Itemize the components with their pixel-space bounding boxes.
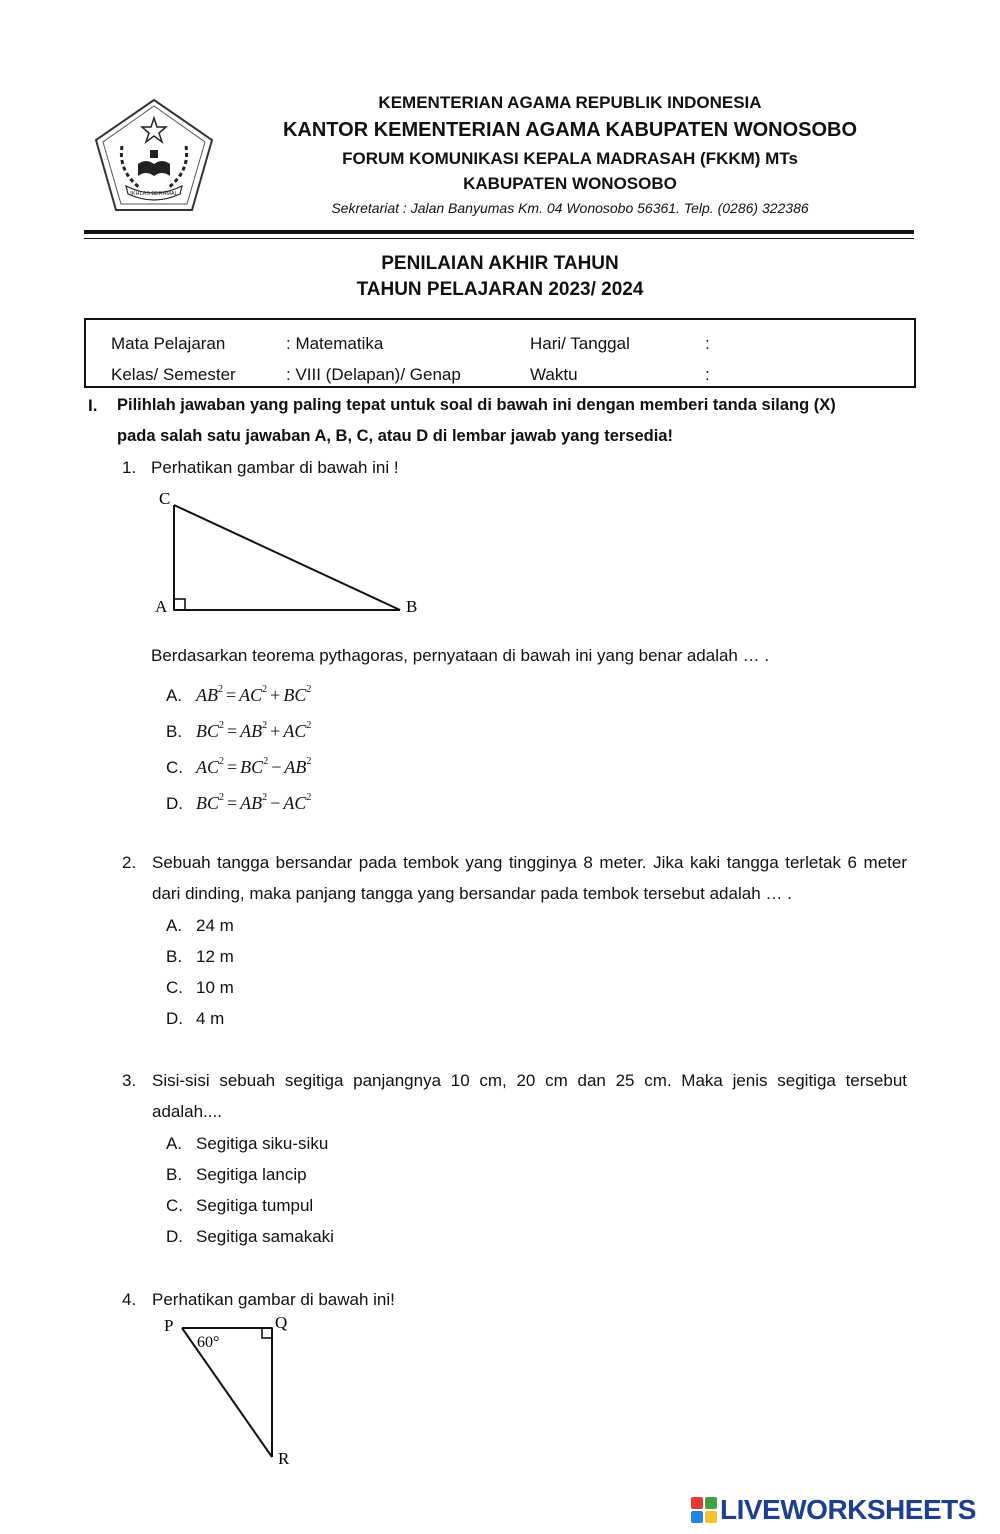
- header-rule-thin: [84, 238, 914, 239]
- question-3-text: Sisi-sisi sebuah segitiga panjangnya 10 cm, 20 cm dan 25 cm. Maka jenis segitiga tersebut adalah....: [152, 1071, 907, 1121]
- subject-value: : Matematika: [286, 334, 384, 353]
- time-label: Waktu: [530, 365, 578, 384]
- vertex-label-r: R: [278, 1449, 290, 1468]
- exponent: 2: [263, 756, 269, 767]
- question-3-option-a[interactable]: [166, 1128, 328, 1159]
- question-1-followup: Berdasarkan teorema pythagoras, pernyataan di bawah ini yang benar adalah … .: [151, 646, 770, 665]
- question-4-number: 4.: [122, 1290, 137, 1309]
- date-value: :: [705, 334, 710, 353]
- option-letter: A.: [166, 916, 183, 935]
- term: AC: [283, 721, 307, 741]
- option-letter: D.: [166, 1227, 183, 1246]
- option-letter: A.: [166, 1134, 183, 1153]
- term: BC: [196, 793, 220, 813]
- question-3-option-c[interactable]: [166, 1190, 313, 1221]
- exam-year: TAHUN PELAJARAN 2023/ 2024: [356, 279, 644, 300]
- liveworksheets-watermark[interactable]: [690, 1494, 990, 1526]
- question-1-option-b[interactable]: [166, 710, 311, 747]
- question-2-text: Sebuah tangga bersandar pada tembok yang tingginya 8 meter. Jika kaki tangga terletak 6 meter dari dinding, maka panjang tangga yang bersandar pada tembok tersebut adalah … .: [152, 853, 907, 903]
- header-rule-thick: [84, 230, 914, 234]
- operator: =: [227, 721, 238, 741]
- option-letter: B.: [166, 947, 183, 966]
- exam-title: PENILAIAN AKHIR TAHUN: [381, 253, 619, 274]
- question-2-option-c[interactable]: [166, 972, 234, 1003]
- question-2-option-a[interactable]: [166, 910, 234, 941]
- question-3-number: 3.: [122, 1071, 137, 1090]
- time-value: :: [705, 365, 710, 384]
- liveworksheets-logo-icon: [690, 1496, 718, 1524]
- option-text: 12 m: [196, 947, 234, 966]
- vertex-label-c: C: [159, 489, 171, 508]
- question-1-number: 1.: [122, 458, 137, 477]
- vertex-label-a: A: [155, 597, 168, 616]
- exponent: 2: [219, 792, 225, 803]
- option-letter: C.: [166, 1196, 183, 1215]
- term: AB: [284, 757, 307, 777]
- ministry-logo: [92, 96, 216, 216]
- liveworksheets-text: LIVEWORKSHEETS: [720, 1494, 976, 1525]
- question-3-option-b[interactable]: [166, 1159, 307, 1190]
- exponent: 2: [218, 684, 223, 695]
- header-line-2: KANTOR KEMENTERIAN AGAMA KABUPATEN WONOSOBO: [282, 119, 858, 141]
- operator: =: [227, 757, 238, 777]
- info-box: [84, 318, 916, 388]
- option-text: 24 m: [196, 916, 234, 935]
- option-text: Segitiga siku-siku: [196, 1134, 329, 1153]
- class-label: Kelas/ Semester: [111, 365, 236, 384]
- header-line-4: KABUPATEN WONOSOBO: [463, 174, 677, 193]
- option-text: Segitiga lancip: [196, 1165, 307, 1184]
- header-line-3: FORUM KOMUNIKASI KEPALA MADRASAH (FKKM) MTs: [342, 149, 798, 168]
- term: BC: [283, 685, 307, 705]
- date-label: Hari/ Tanggal: [530, 334, 630, 353]
- header-line-1: KEMENTERIAN AGAMA REPUBLIK INDONESIA: [378, 93, 762, 112]
- option-letter: B.: [166, 1165, 183, 1184]
- question-1-option-d[interactable]: [166, 782, 311, 819]
- option-letter: A.: [166, 686, 183, 705]
- option-text: Segitiga tumpul: [196, 1196, 314, 1215]
- subject-label: Mata Pelajaran: [111, 334, 226, 353]
- question-1-option-c[interactable]: [166, 746, 311, 783]
- vertex-label-p: P: [164, 1316, 174, 1335]
- question-1-figure: [150, 486, 430, 621]
- option-text: Segitiga samakaki: [196, 1227, 334, 1246]
- exponent: 2: [262, 684, 268, 695]
- logo-text: IKHLAS BERAMAL: [130, 191, 178, 197]
- vertex-label-b: B: [406, 597, 418, 616]
- operator: =: [226, 685, 237, 705]
- question-3-option-d[interactable]: [166, 1221, 334, 1252]
- option-letter: D.: [166, 1009, 183, 1028]
- question-4-figure: [155, 1312, 305, 1472]
- question-1-option-a[interactable]: [166, 674, 311, 711]
- operator: −: [270, 793, 281, 813]
- operator: +: [270, 721, 281, 741]
- vertex-label-q: Q: [275, 1313, 288, 1332]
- term: AB: [240, 793, 263, 813]
- option-text: 10 m: [196, 978, 234, 997]
- option-letter: B.: [166, 722, 183, 741]
- section-instruction-line-1: Pilihlah jawaban yang paling tepat untuk soal di bawah ini dengan memberi tanda silang (X): [117, 396, 836, 414]
- question-2-option-d[interactable]: [166, 1003, 224, 1034]
- exponent: 2: [219, 756, 225, 767]
- section-instruction-line-2: pada salah satu jawaban A, B, C, atau D di lembar jawab yang tersedia!: [117, 427, 673, 445]
- class-value: : VIII (Delapan)/ Genap: [286, 365, 461, 384]
- section-number: I.: [88, 396, 98, 415]
- question-2-number: 2.: [122, 853, 137, 872]
- option-letter: C.: [166, 978, 183, 997]
- operator: +: [270, 685, 281, 705]
- term: AC: [283, 793, 307, 813]
- term: BC: [240, 757, 264, 777]
- term: AB: [196, 685, 218, 705]
- option-letter: D.: [166, 794, 183, 813]
- option-letter: C.: [166, 758, 183, 777]
- angle-label: 60°: [197, 1334, 220, 1351]
- operator: =: [227, 793, 238, 813]
- question-2-option-b[interactable]: [166, 941, 234, 972]
- operator: −: [271, 757, 282, 777]
- question-1-text: Perhatikan gambar di bawah ini !: [151, 458, 399, 477]
- exponent: 2: [306, 792, 312, 803]
- term: AC: [239, 685, 263, 705]
- term: AC: [196, 757, 220, 777]
- exponent: 2: [262, 720, 268, 731]
- exponent: 2: [306, 720, 312, 731]
- term: AB: [240, 721, 263, 741]
- term: BC: [196, 721, 220, 741]
- header-address: Sekretariat : Jalan Banyumas Km. 04 Wonosobo 56361. Telp. (0286) 322386: [331, 200, 809, 216]
- exponent: 2: [219, 720, 225, 731]
- question-4-text: Perhatikan gambar di bawah ini!: [152, 1290, 395, 1309]
- exponent: 2: [306, 684, 312, 695]
- exponent: 2: [306, 756, 312, 767]
- option-text: 4 m: [196, 1009, 225, 1028]
- exponent: 2: [262, 792, 268, 803]
